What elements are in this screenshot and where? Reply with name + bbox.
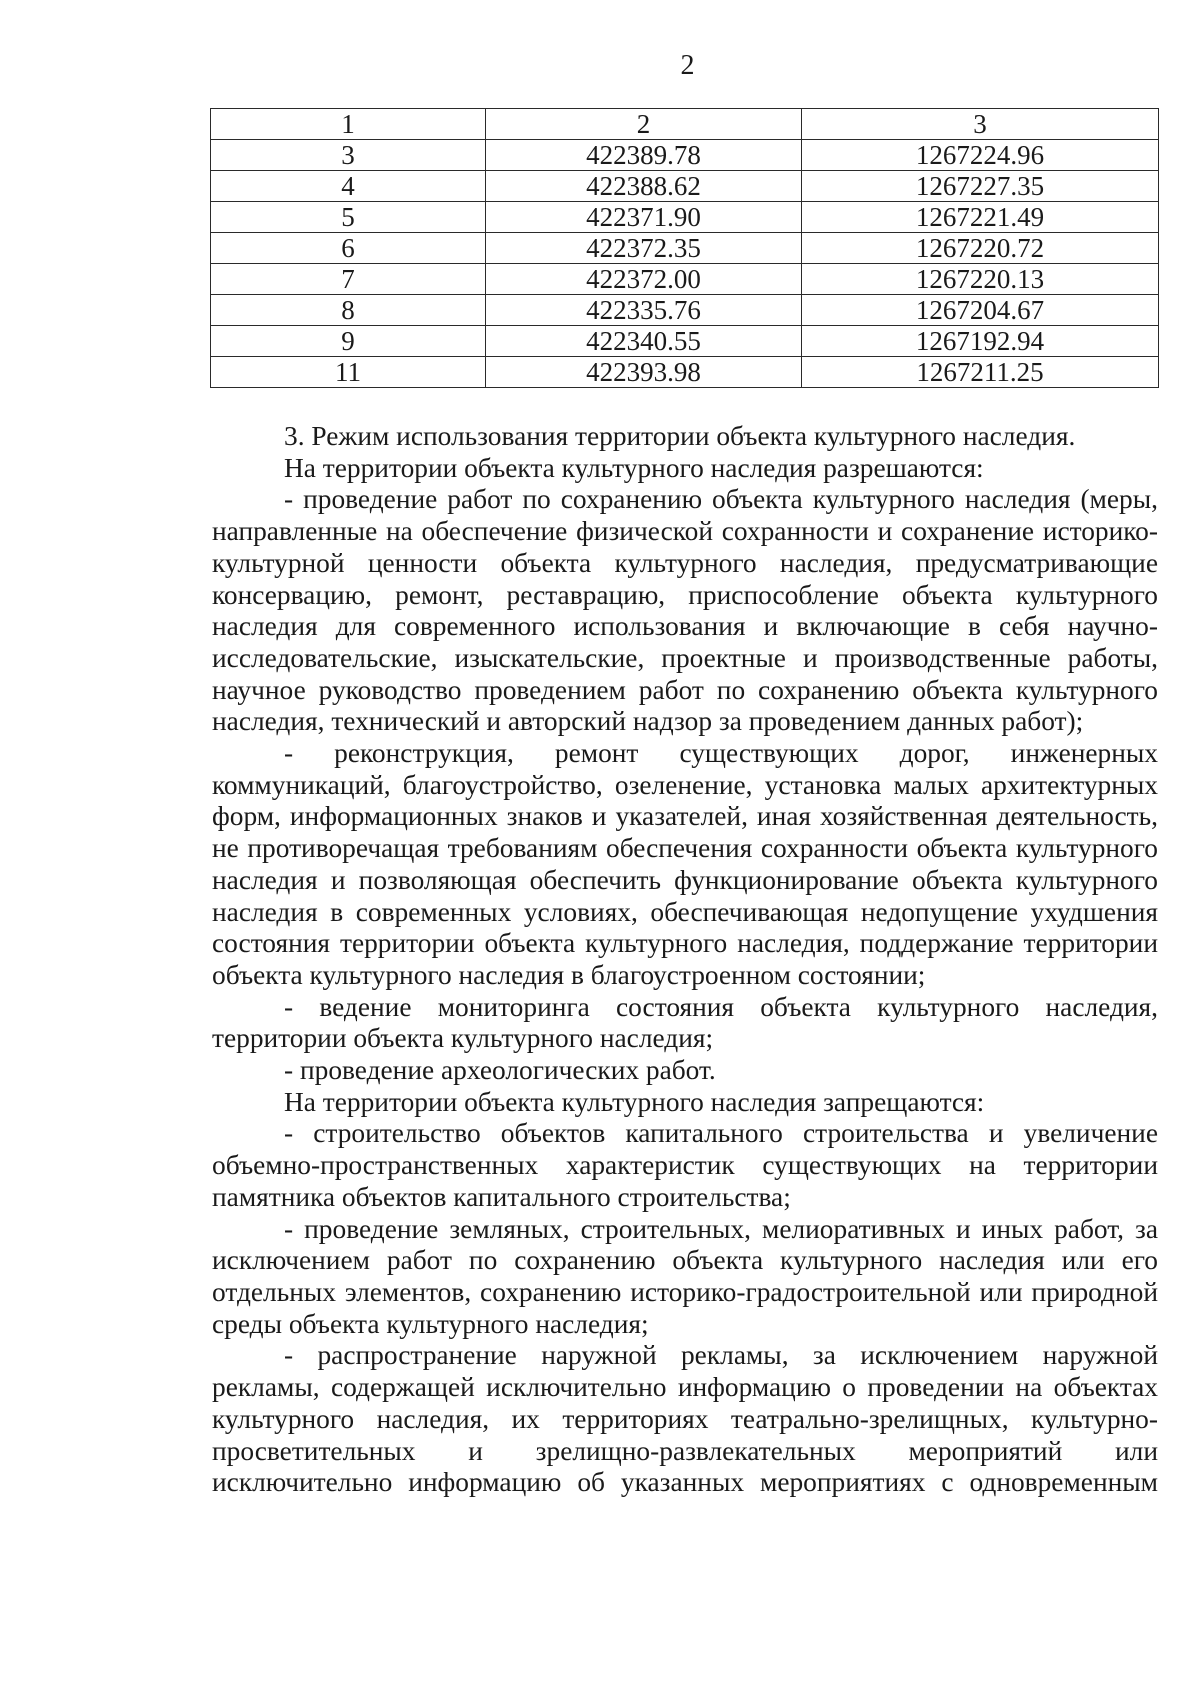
- page-number: 2: [680, 50, 695, 81]
- list-item-construction: - строительство объектов капитального строительства и увеличение объемно-пространственных характеристик существующих на территории памятника объектов капитального строительства;: [212, 1118, 1158, 1212]
- table-cell-y: 1267204.67: [802, 295, 1159, 326]
- table-cell-point: 5: [211, 202, 486, 233]
- table-cell-x: 422340.55: [486, 326, 802, 357]
- table-cell-x: 422335.76: [486, 295, 802, 326]
- table-header-row: [211, 109, 1159, 140]
- table-cell-x: 422372.00: [486, 264, 802, 295]
- table-cell-point: 9: [211, 326, 486, 357]
- coordinates-table: [210, 108, 1159, 388]
- table-header-cell: 1: [211, 109, 486, 140]
- table-row: [211, 202, 1159, 233]
- table-row: [211, 264, 1159, 295]
- list-item-reconstruction: - реконструкция, ремонт существующих дорог, инженерных коммуникаций, благоустройство, озеленение, установка малых архитектурных форм, информационных знаков и указателей, иная хозяйственная деятельность, не противоречащая требованиям обеспечения сохранности объекта культурного наследия и позволяющая обеспечить функционирование объекта культурного наследия в современных условиях, обеспечивающая недопущение ухудшения состояния территории объекта культурного наследия, поддержание территории объекта культурного наследия в благоустроенном состоянии;: [212, 738, 1158, 990]
- table-row: [211, 295, 1159, 326]
- list-item-archaeology: - проведение археологических работ.: [284, 1055, 716, 1086]
- list-item-preservation-works: - проведение работ по сохранению объекта культурного наследия (меры, направленные на обеспечение физической сохранности и сохранение историко-культурной ценности объекта культурного наследия, предусматривающие консервацию, ремонт, реставрацию, приспособление объекта культурного наследия для современного использования и включающие в себя научно-исследовательские, изыскательские, проектные и производственные работы, научное руководство проведением работ по сохранению объекта культурного наследия, технический и авторский надзор за проведением данных работ);: [212, 484, 1158, 737]
- table-cell-point: 11: [211, 357, 486, 388]
- table-cell-point: 3: [211, 140, 486, 171]
- table-cell-y: 1267227.35: [802, 171, 1159, 202]
- table-cell-y: 1267224.96: [802, 140, 1159, 171]
- table-cell-point: 7: [211, 264, 486, 295]
- table-cell-y: 1267211.25: [802, 357, 1159, 388]
- table-cell-y: 1267220.72: [802, 233, 1159, 264]
- table-header-cell: 2: [486, 109, 802, 140]
- table-cell-x: 422389.78: [486, 140, 802, 171]
- table-cell-y: 1267192.94: [802, 326, 1159, 357]
- table-row: [211, 326, 1159, 357]
- table-cell-point: 4: [211, 171, 486, 202]
- table-header-cell: 3: [802, 109, 1159, 140]
- table-cell-y: 1267221.49: [802, 202, 1159, 233]
- table-row: [211, 357, 1159, 388]
- table-row: [211, 140, 1159, 171]
- table-cell-x: 422371.90: [486, 202, 802, 233]
- list-item-advertising: - распространение наружной рекламы, за исключением наружной рекламы, содержащей исключительно информацию о проведении на объектах культурного наследия, их территориях театрально-зрелищных, культурно-просветительных и зрелищно-развлекательных мероприятий или исключительно информацию об указанных мероприятиях с одновременным: [212, 1340, 1158, 1498]
- list-item-earthworks: - проведение земляных, строительных, мелиоративных и иных работ, за исключением работ по сохранению объекта культурного наследия или его отдельных элементов, сохранению историко-градостроительной или природной среды объекта культурного наследия;: [212, 1213, 1158, 1339]
- table-cell-y: 1267220.13: [802, 264, 1159, 295]
- paragraph-prohibited-intro: На территории объекта культурного наследия запрещаются:: [284, 1086, 985, 1117]
- list-item-monitoring: - ведение мониторинга состояния объекта культурного наследия, территории объекта культурного наследия;: [212, 991, 1158, 1054]
- table-row: [211, 233, 1159, 264]
- section-heading: 3. Режим использования территории объекта культурного наследия.: [284, 421, 1076, 451]
- table-row: [211, 171, 1159, 202]
- table-cell-point: 8: [211, 295, 486, 326]
- table-cell-x: 422393.98: [486, 357, 802, 388]
- table-cell-x: 422388.62: [486, 171, 802, 202]
- table-cell-x: 422372.35: [486, 233, 802, 264]
- table-cell-point: 6: [211, 233, 486, 264]
- document-body: [212, 421, 1158, 1499]
- paragraph-permitted-intro: На территории объекта культурного наследия разрешаются:: [284, 452, 984, 483]
